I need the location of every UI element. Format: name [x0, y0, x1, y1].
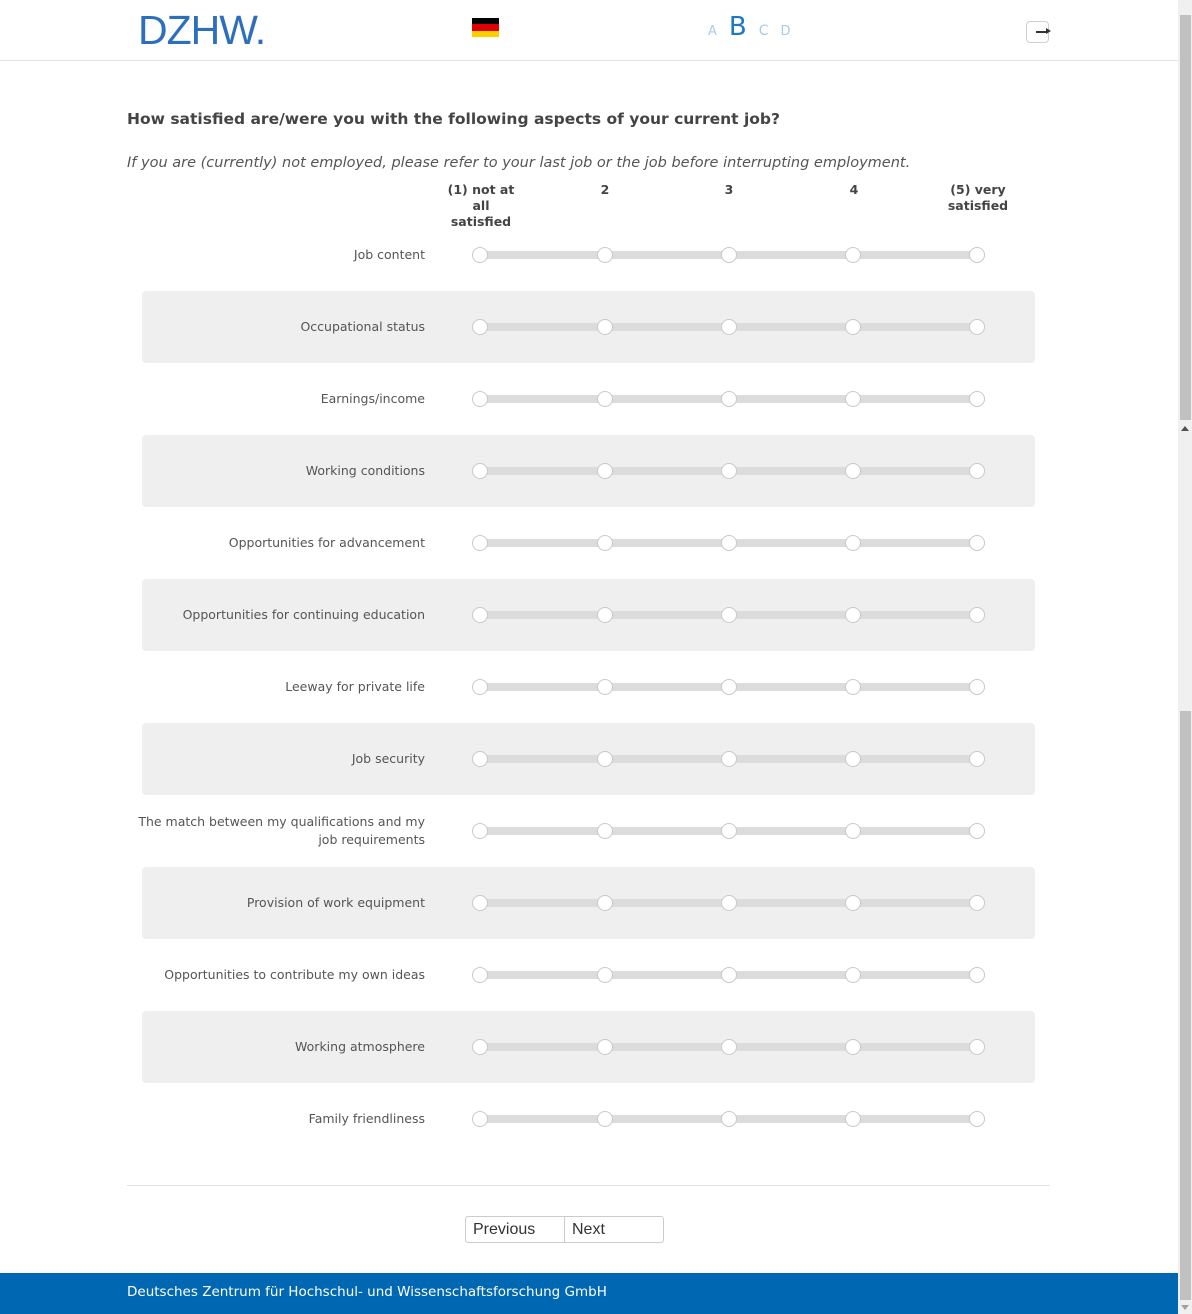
- item-label: Earnings/income: [320, 391, 425, 406]
- item-row: [142, 579, 1035, 651]
- question-hint: If you are (currently) not employed, please refer to your last job or the job before interrupting employment.: [127, 155, 911, 171]
- rating-option-4[interactable]: [845, 823, 861, 839]
- rating-option-2[interactable]: [597, 607, 613, 623]
- rating-option-2[interactable]: [597, 391, 613, 407]
- item-label: Working atmosphere: [295, 1039, 425, 1054]
- rating-option-4[interactable]: [845, 1111, 861, 1127]
- scale-label-2: 2: [600, 182, 610, 197]
- rating-option-1[interactable]: [472, 391, 488, 407]
- font-size-selector: [708, 12, 791, 42]
- footer: [0, 1273, 1178, 1314]
- rating-option-2[interactable]: [597, 895, 613, 911]
- rating-option-3[interactable]: [721, 319, 737, 335]
- item-label: Provision of work equipment: [246, 895, 425, 910]
- previous-button[interactable]: Previous: [465, 1216, 565, 1243]
- rating-option-5[interactable]: [969, 247, 985, 263]
- rating-option-1[interactable]: [472, 319, 488, 335]
- rating-option-5[interactable]: [969, 319, 985, 335]
- rating-slider[interactable]: [472, 463, 985, 479]
- question-title: How satisfied are/were you with the following aspects of your current job?: [127, 110, 780, 128]
- logo-text: DZHW: [138, 7, 255, 53]
- footer-text: Deutsches Zentrum für Hochschul- und Wissenschaftsforschung GmbH: [127, 1284, 607, 1300]
- item-row: [142, 435, 1035, 507]
- rating-option-2[interactable]: [597, 679, 613, 695]
- item-label: Working conditions: [305, 463, 425, 478]
- rating-option-3[interactable]: [721, 895, 737, 911]
- rating-option-3[interactable]: [721, 967, 737, 983]
- rating-option-3[interactable]: [721, 607, 737, 623]
- rating-option-5[interactable]: [969, 1039, 985, 1055]
- font-size-b[interactable]: B: [728, 12, 747, 42]
- divider: [127, 1185, 1050, 1186]
- rating-option-1[interactable]: [472, 823, 488, 839]
- item-label: Leeway for private life: [285, 679, 425, 694]
- scale-label-1: (1) not at all satisfied: [447, 182, 515, 229]
- rating-slider[interactable]: [472, 607, 985, 623]
- exit-icon: [1036, 31, 1048, 33]
- item-label: Occupational status: [300, 319, 425, 334]
- rating-option-5[interactable]: [969, 391, 985, 407]
- item-row: [142, 291, 1035, 363]
- scrollbar-thumb[interactable]: [1180, 15, 1191, 420]
- item-label: Opportunities for advancement: [228, 535, 425, 550]
- next-button[interactable]: Next: [565, 1216, 664, 1243]
- rating-option-4[interactable]: [845, 319, 861, 335]
- rating-option-3[interactable]: [721, 1039, 737, 1055]
- rating-option-2[interactable]: [597, 1111, 613, 1127]
- rating-slider[interactable]: [472, 535, 985, 551]
- rating-slider[interactable]: [472, 895, 985, 911]
- rating-option-1[interactable]: [472, 607, 488, 623]
- item-label: Opportunities for continuing education: [182, 607, 425, 622]
- rating-option-4[interactable]: [845, 679, 861, 695]
- rating-option-4[interactable]: [845, 535, 861, 551]
- exit-button[interactable]: [1026, 21, 1049, 43]
- rating-option-2[interactable]: [597, 319, 613, 335]
- rating-option-4[interactable]: [845, 1039, 861, 1055]
- rating-option-2[interactable]: [597, 247, 613, 263]
- item-row: [142, 867, 1035, 939]
- rating-option-1[interactable]: [472, 895, 488, 911]
- item-row: [142, 507, 1035, 579]
- rating-option-3[interactable]: [721, 463, 737, 479]
- rating-slider[interactable]: [472, 1039, 985, 1055]
- rating-option-4[interactable]: [845, 247, 861, 263]
- rating-option-2[interactable]: [597, 823, 613, 839]
- font-size-d[interactable]: D: [780, 24, 791, 39]
- flag-stripe-gold: [472, 31, 499, 37]
- rating-slider[interactable]: [472, 247, 985, 263]
- rating-option-5[interactable]: [969, 607, 985, 623]
- rating-option-3[interactable]: [721, 535, 737, 551]
- item-row: [142, 651, 1035, 723]
- header: [0, 0, 1178, 61]
- rating-option-5[interactable]: [969, 1111, 985, 1127]
- rating-option-5[interactable]: [969, 895, 985, 911]
- rating-option-3[interactable]: [721, 247, 737, 263]
- logo-dot: .: [254, 7, 266, 53]
- item-label: Job security: [351, 751, 425, 766]
- rating-option-2[interactable]: [597, 1039, 613, 1055]
- rating-option-4[interactable]: [845, 751, 861, 767]
- rating-option-3[interactable]: [721, 679, 737, 695]
- item-row: [142, 939, 1035, 1011]
- rating-option-2[interactable]: [597, 535, 613, 551]
- rating-option-5[interactable]: [969, 967, 985, 983]
- rating-option-5[interactable]: [969, 751, 985, 767]
- rating-option-2[interactable]: [597, 463, 613, 479]
- rating-slider[interactable]: [472, 823, 985, 839]
- rating-slider[interactable]: [472, 679, 985, 695]
- item-row: [142, 1011, 1035, 1083]
- rating-option-3[interactable]: [721, 1111, 737, 1127]
- item-row: [142, 219, 1035, 291]
- rating-option-4[interactable]: [845, 607, 861, 623]
- item-label: Job content: [353, 247, 425, 262]
- rating-option-1[interactable]: [472, 463, 488, 479]
- rating-option-2[interactable]: [597, 967, 613, 983]
- rating-slider[interactable]: [472, 967, 985, 983]
- item-label: The match between my qualifications and my job requirements: [138, 814, 425, 847]
- rating-option-3[interactable]: [721, 391, 737, 407]
- rating-option-1[interactable]: [472, 751, 488, 767]
- rating-option-1[interactable]: [472, 967, 488, 983]
- scale-label-4: 4: [849, 182, 859, 197]
- scroll-up-arrow-icon[interactable]: [1181, 426, 1189, 431]
- rating-option-5[interactable]: [969, 679, 985, 695]
- dzhw-logo: [138, 8, 265, 52]
- font-size-a[interactable]: A: [708, 24, 717, 39]
- navigation-buttons: [465, 1216, 664, 1243]
- rating-slider[interactable]: [472, 751, 985, 767]
- rating-option-1[interactable]: [472, 535, 488, 551]
- item-label: Opportunities to contribute my own ideas: [164, 967, 425, 982]
- scale-label-3: 3: [724, 182, 734, 197]
- rating-slider[interactable]: [472, 1111, 985, 1127]
- rating-option-5[interactable]: [969, 535, 985, 551]
- item-row: [138, 795, 1035, 867]
- font-size-c[interactable]: C: [758, 23, 769, 39]
- rating-option-5[interactable]: [969, 823, 985, 839]
- item-row: [142, 363, 1035, 435]
- item-row: [142, 723, 1035, 795]
- rating-option-4[interactable]: [845, 463, 861, 479]
- item-label: Family friendliness: [308, 1111, 425, 1126]
- rating-slider[interactable]: [472, 391, 985, 407]
- rating-option-1[interactable]: [472, 1039, 488, 1055]
- rating-option-4[interactable]: [845, 895, 861, 911]
- rating-option-4[interactable]: [845, 391, 861, 407]
- rating-option-1[interactable]: [472, 247, 488, 263]
- rating-slider[interactable]: [472, 319, 985, 335]
- scrollbar[interactable]: [1178, 0, 1192, 1314]
- rating-option-4[interactable]: [845, 967, 861, 983]
- rating-option-3[interactable]: [721, 751, 737, 767]
- scrollbar-thumb[interactable]: [1180, 711, 1191, 1300]
- rating-option-1[interactable]: [472, 1111, 488, 1127]
- scroll-down-arrow-icon[interactable]: [1181, 1305, 1189, 1310]
- rating-option-3[interactable]: [721, 823, 737, 839]
- rating-option-5[interactable]: [969, 463, 985, 479]
- germany-flag-icon[interactable]: [472, 18, 499, 37]
- item-row: [142, 1083, 1035, 1155]
- rating-option-2[interactable]: [597, 751, 613, 767]
- scale-label-5: (5) very satisfied: [947, 182, 1009, 213]
- rating-option-1[interactable]: [472, 679, 488, 695]
